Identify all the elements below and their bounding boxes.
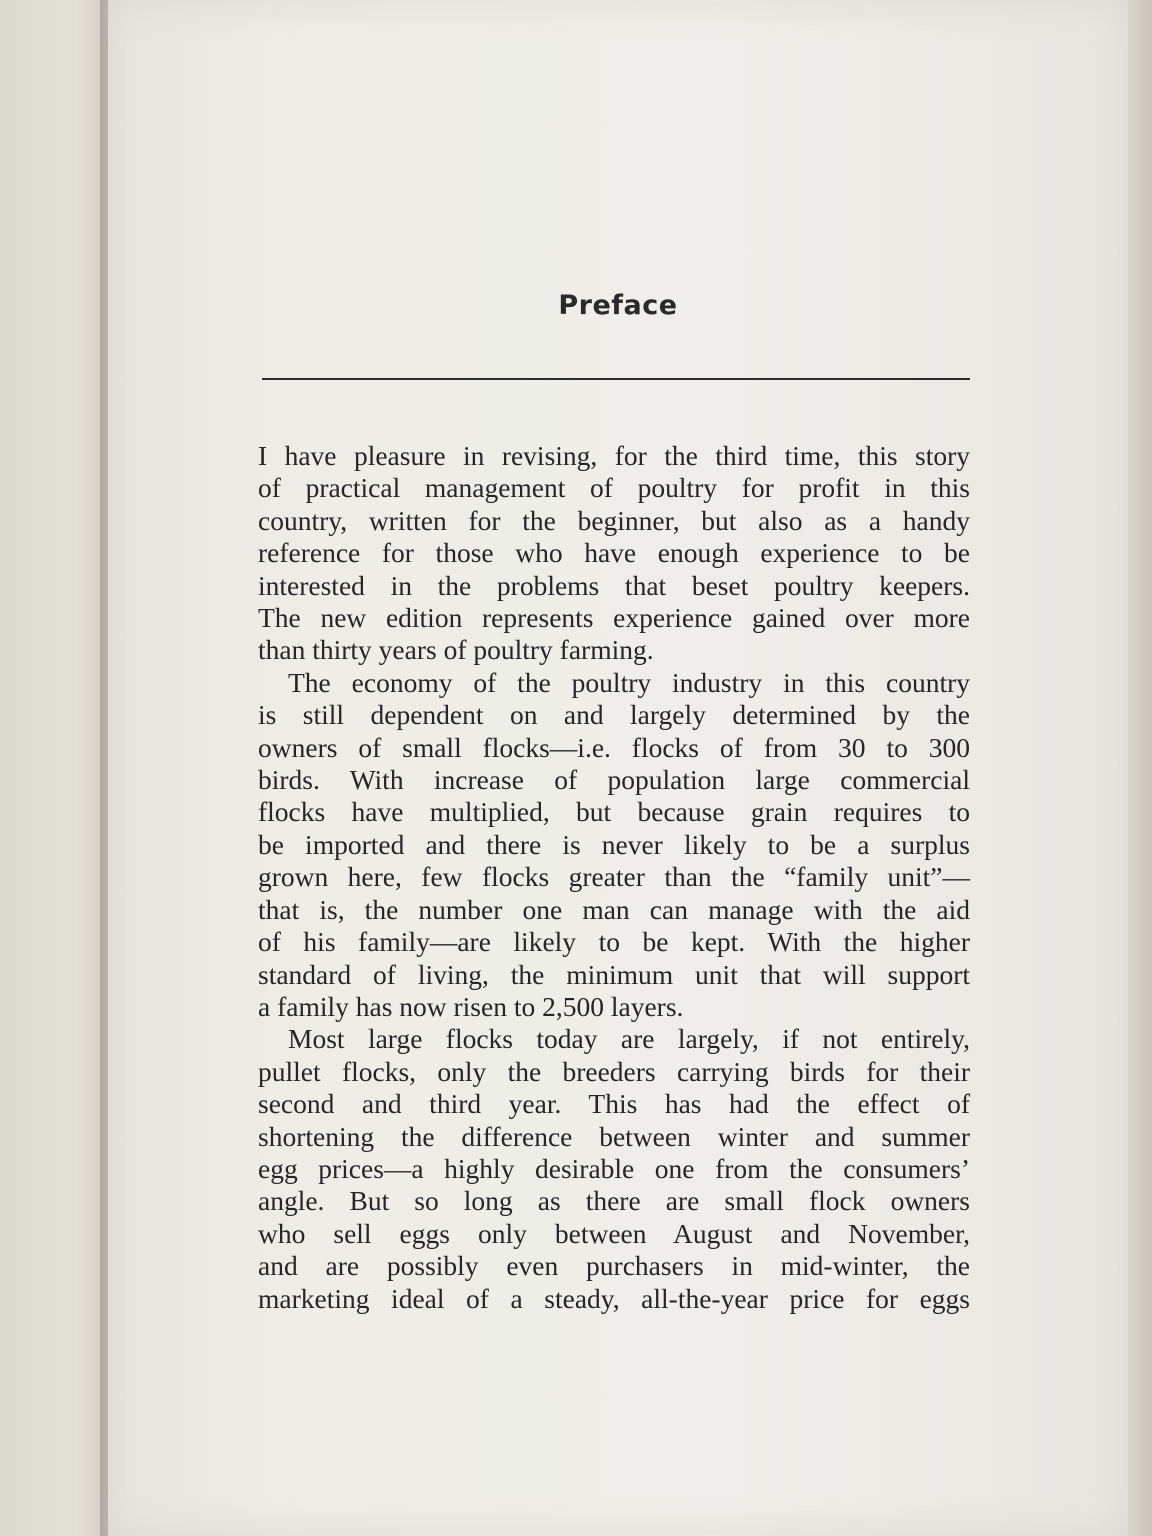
text-line: Most large flocks today are largely, if not entirely, [288,1023,970,1055]
text-line: a family has now risen to 2,500 layers. [258,990,684,1022]
text-line: country, written for the beginner, but also as a handy [258,504,970,536]
text-line: second and third year. This has had the effect of [258,1088,970,1120]
body-text [258,440,970,1315]
text-line: than thirty years of poultry farming. [258,634,654,666]
text-line: birds. With increase of population large commercial [258,764,970,796]
text-line: shortening the difference between winter and summer [258,1120,970,1152]
text-line: angle. But so long as there are small flock owners [258,1185,970,1217]
text-line: The new edition represents experience gained over more [258,602,970,634]
text-line: I have pleasure in revising, for the third time, this story [258,440,970,471]
text-line: marketing ideal of a steady, all-the-year price for eggs [258,1282,970,1314]
text-line: owners of small flocks—i.e. flocks of from 30 to 300 [258,731,970,763]
text-line: interested in the problems that beset poultry keepers. [258,569,970,601]
previous-page-edge [0,0,108,1536]
text-line: pullet flocks, only the breeders carrying birds for their [258,1055,970,1087]
title-rule [262,378,970,380]
text-line: who sell eggs only between August and November, [258,1217,970,1249]
text-line: is still dependent on and largely determined by the [258,699,970,731]
text-line: standard of living, the minimum unit that will support [258,958,970,990]
text-line: grown here, few flocks greater than the “family unit”— [258,861,970,893]
text-line: that is, the number one man can manage with the aid [258,893,970,925]
text-line: of his family—are likely to be kept. With the higher [258,926,970,958]
text-line: reference for those who have enough experience to be [258,537,970,569]
text-line: egg prices—a highly desirable one from the consumers’ [258,1152,970,1184]
text-line: be imported and there is never likely to be a surplus [258,828,970,860]
text-line: of practical management of poultry for profit in this [258,472,970,504]
page-title: Preface [558,290,678,321]
text-line: and are possibly even purchasers in mid-winter, the [258,1250,970,1282]
text-line: The economy of the poultry industry in this country [288,666,970,698]
next-page-edge [1128,0,1152,1536]
text-line: flocks have multiplied, but because grain requires to [258,796,970,828]
